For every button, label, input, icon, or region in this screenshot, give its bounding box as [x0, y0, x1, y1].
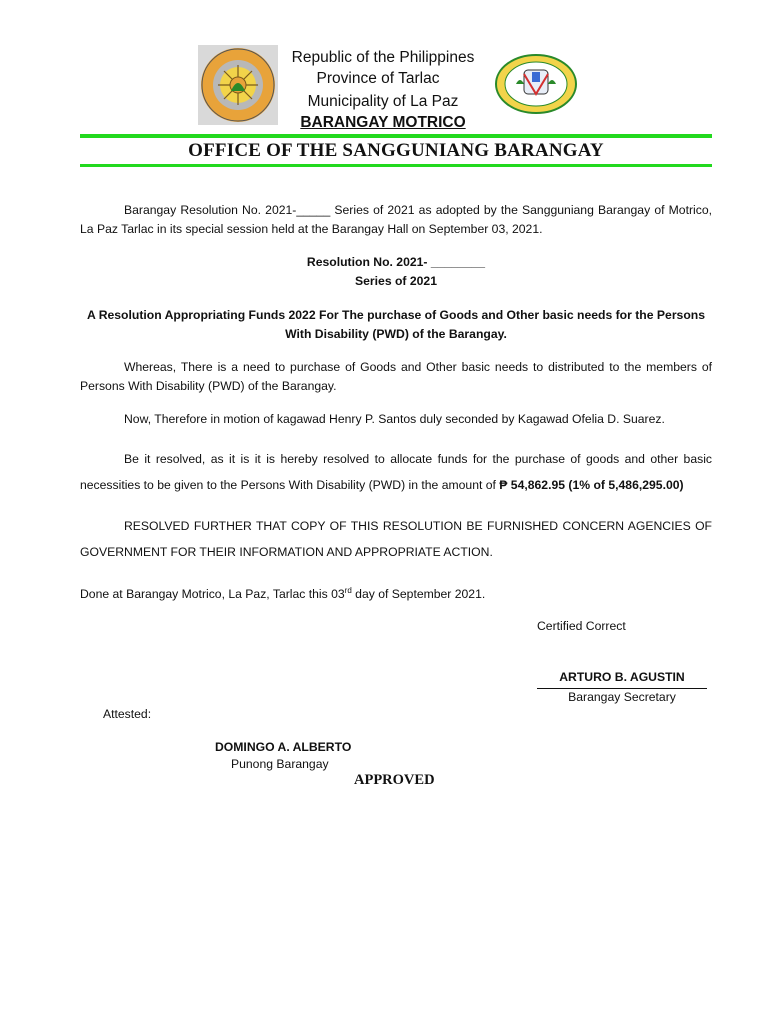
la-paz-tarlac-seal-icon	[494, 54, 578, 114]
header-rule-bottom	[80, 164, 712, 167]
header-province: Province of Tarlac	[316, 70, 440, 87]
secretary-title: Barangay Secretary	[568, 690, 676, 704]
resolved-amount: ₱ 54,862.95 (1% of 5,486,295.00)	[499, 478, 684, 492]
attested-label: Attested:	[103, 707, 152, 721]
header-municipality: Municipality of La Paz	[307, 93, 459, 110]
intro-paragraph: Barangay Resolution No. 2021-_____ Series of 2021 as adopted by the Sangguniang Barangay of Motrico, La Paz Tarlac in its special session held at the Barangay Hall on September 03, 2021.	[80, 203, 712, 236]
header-republic: Republic of the Philippines	[291, 49, 475, 66]
header-rule-top	[80, 134, 712, 138]
done-ordinal: rd	[344, 586, 352, 595]
done-at-paragraph	[80, 581, 712, 604]
punong-name: DOMINGO A. ALBERTO	[215, 740, 352, 754]
punong-title: Punong Barangay	[231, 757, 329, 771]
office-title: OFFICE OF THE SANGGUNIANG BARANGAY	[188, 140, 604, 161]
resolved-paragraph	[80, 446, 712, 498]
done-prefix: Done at Barangay Motrico, La Paz, Tarlac this 03	[80, 587, 345, 602]
resolution-series: Series of 2021	[355, 274, 437, 288]
now-therefore-paragraph: Now, Therefore in motion of kagawad Henry P. Santos duly seconded by Kagawad Ofelia D. Suarez.	[124, 412, 665, 426]
header-barangay: BARANGAY MOTRICO	[300, 114, 466, 131]
certified-correct-label: Certified Correct	[537, 619, 626, 633]
barangay-motrico-seal-icon	[198, 45, 278, 125]
done-suffix: day of September 2021.	[351, 587, 486, 602]
approved-label: APPROVED	[354, 772, 435, 788]
resolution-title: A Resolution Appropriating Funds 2022 For The purchase of Goods and Other basic needs for the Persons With Disability (PWD) of the Barangay.	[86, 308, 706, 341]
resolved-text: Be it resolved, as it is it is hereby resolved to allocate funds for the purchase of goods and other basic necessities to be given to the Persons With Disability (PWD) in the amount of	[80, 452, 712, 492]
secretary-name: ARTURO B. AGUSTIN	[537, 668, 707, 689]
whereas-paragraph: Whereas, There is a need to purchase of Goods and Other basic needs to distributed to the members of Persons With Disability (PWD) of the Barangay.	[80, 360, 712, 393]
resolution-number: Resolution No. 2021- ________	[306, 255, 486, 269]
resolved-further-paragraph: RESOLVED FURTHER THAT COPY OF THIS RESOLUTION BE FURNISHED CONCERN AGENCIES OF GOVERNMENT FOR THEIR INFORMATION AND APPROPRIATE ACTION.	[80, 519, 712, 559]
